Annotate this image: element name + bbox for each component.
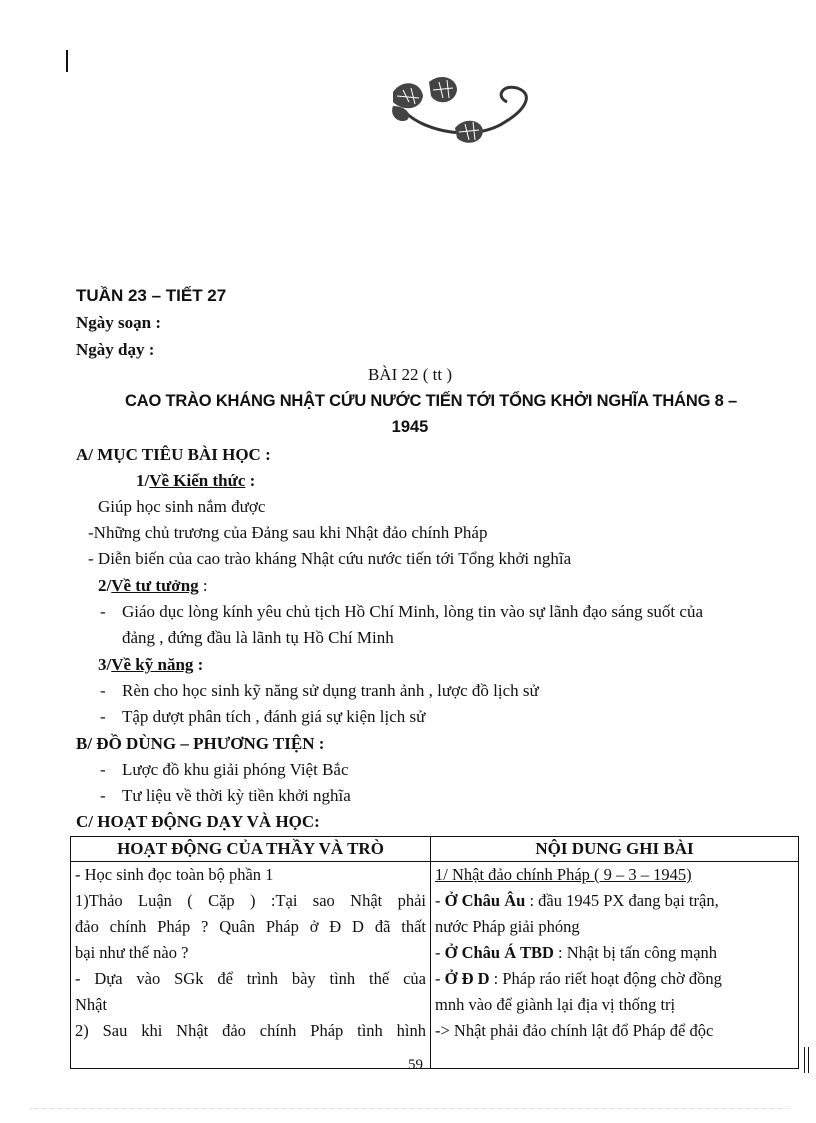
activity-line: bại như thế nào ? [75, 943, 189, 962]
notes-line: -> Nhật phải đảo chính lật đổ Pháp để độc [435, 1021, 714, 1040]
notes-asia-text: : Nhật bị tấn công mạnh [553, 943, 718, 962]
date-taught-label: Ngày dạy : [76, 340, 155, 359]
activity-line: đảo chính Pháp ? Quân Pháp ở Đ D đã thất [75, 917, 426, 936]
materials-item: Tư liệu về thời kỳ tiền khởi nghĩa [122, 786, 351, 805]
materials-item: Lược đồ khu giải phóng Việt Bắc [122, 760, 349, 779]
ideology-number: 2/ [98, 576, 112, 595]
page-number: 59 [408, 1057, 423, 1073]
activity-line: - Dựa vào SGk để trình bày tình thế của [75, 969, 426, 988]
activities-table [70, 836, 799, 1069]
section-c-heading: C/ HOẠT ĐỘNG DẠY VÀ HỌC: [76, 812, 320, 831]
activity-line: 2) Sau khi Nhật đảo chính Pháp tình hình [75, 1021, 426, 1040]
activity-line: 1)Thảo Luận ( Cặp ) :Tại sao Nhật phải [75, 891, 426, 910]
week-lesson-label: TUẦN 23 – TIẾT 27 [76, 286, 227, 305]
ideology-item-line1: Giáo dục lòng kính yêu chủ tịch Hồ Chí Minh, lòng tin vào sự lãnh đạo sáng suốt của [122, 602, 703, 621]
knowledge-label: Về Kiến thức [149, 471, 246, 490]
teacher-student-activities-cell [71, 862, 431, 1069]
knowledge-item: - Diễn biến của cao trào kháng Nhật cứu nước tiến tới Tổng khởi nghĩa [88, 549, 572, 568]
side-bar-mark [804, 1047, 809, 1073]
col2-header: NỘI DUNG GHI BÀI [431, 837, 799, 862]
bullet-dash: - [100, 707, 106, 726]
activity-line: Nhật [75, 995, 108, 1014]
skills-item: Rèn cho học sinh kỹ năng sử dụng tranh ảnh , lược đồ lịch sử [122, 681, 539, 700]
notes-line: mnh vào để giành lại địa vị thống trị [435, 995, 676, 1014]
leaf-ornament-icon [385, 72, 537, 148]
lesson-title-line1: CAO TRÀO KHÁNG NHẬT CỨU NƯỚC TIẾN TỚI TỔNG KHỞI NGHĨA THÁNG 8 – [125, 392, 737, 410]
notes-line: - Ở Châu Á TBD : Nhật bị tấn công mạnh [435, 943, 718, 962]
table-header-row [71, 837, 799, 862]
knowledge-intro: Giúp học sinh nắm được [98, 497, 266, 516]
skills-heading [98, 652, 203, 678]
skills-item: Tập dượt phân tích , đánh giá sự kiện lịch sử [122, 707, 426, 726]
knowledge-number: 1/ [136, 471, 150, 490]
notes-heading: 1/ Nhật đảo chính Pháp ( 9 – 3 – 1945) [435, 865, 692, 884]
bullet-dash: - [100, 786, 106, 805]
skills-number: 3/ [98, 655, 112, 674]
ideology-label: Về tư tưởng [111, 576, 199, 595]
notes-dd-label: Ở Đ D [444, 969, 490, 988]
lesson-notes-cell [431, 862, 799, 1069]
knowledge-heading [136, 468, 255, 494]
skills-colon: : [193, 655, 204, 674]
bottom-divider [30, 1108, 790, 1109]
lesson-number: BÀI 22 ( tt ) [367, 365, 453, 384]
notes-dd-text: : Pháp ráo riết hoạt động chờ đồng [489, 969, 722, 988]
notes-line: - Ở Châu Âu : đầu 1945 PX đang bại trận, [435, 891, 719, 910]
section-b-heading: B/ ĐỒ DÙNG – PHƯƠNG TIỆN : [76, 734, 325, 753]
notes-europe-text: : đầu 1945 PX đang bại trận, [525, 891, 719, 910]
notes-asia-label: Ở Châu Á TBD [444, 943, 554, 962]
ideology-colon: : [198, 576, 208, 595]
bullet-dash: - [100, 602, 106, 621]
table-row [71, 862, 799, 1069]
skills-label: Về kỹ năng [111, 655, 194, 674]
knowledge-item: -Những chủ trương của Đảng sau khi Nhật đảo chính Pháp [88, 523, 488, 542]
text-cursor-mark [66, 50, 68, 72]
section-a-heading: A/ MỤC TIÊU BÀI HỌC : [76, 445, 271, 464]
col1-header: HOẠT ĐỘNG CỦA THẦY VÀ TRÒ [71, 837, 431, 862]
activity-line: - Học sinh đọc toàn bộ phần 1 [75, 865, 274, 884]
bullet-dash: - [100, 760, 106, 779]
bullet-dash: - [100, 681, 106, 700]
ideology-heading [98, 573, 208, 599]
ideology-item-line2: đảng , đứng đầu là lãnh tụ Hồ Chí Minh [122, 628, 394, 647]
notes-line: nước Pháp giải phóng [435, 917, 580, 936]
notes-line: - Ở Đ D : Pháp ráo riết hoạt động chờ đồng [435, 969, 722, 988]
date-prepared-label: Ngày soạn : [76, 313, 162, 332]
notes-europe-label: Ở Châu Âu [444, 891, 526, 910]
lesson-title-line2: 1945 [391, 418, 429, 436]
knowledge-colon: : [245, 471, 256, 490]
